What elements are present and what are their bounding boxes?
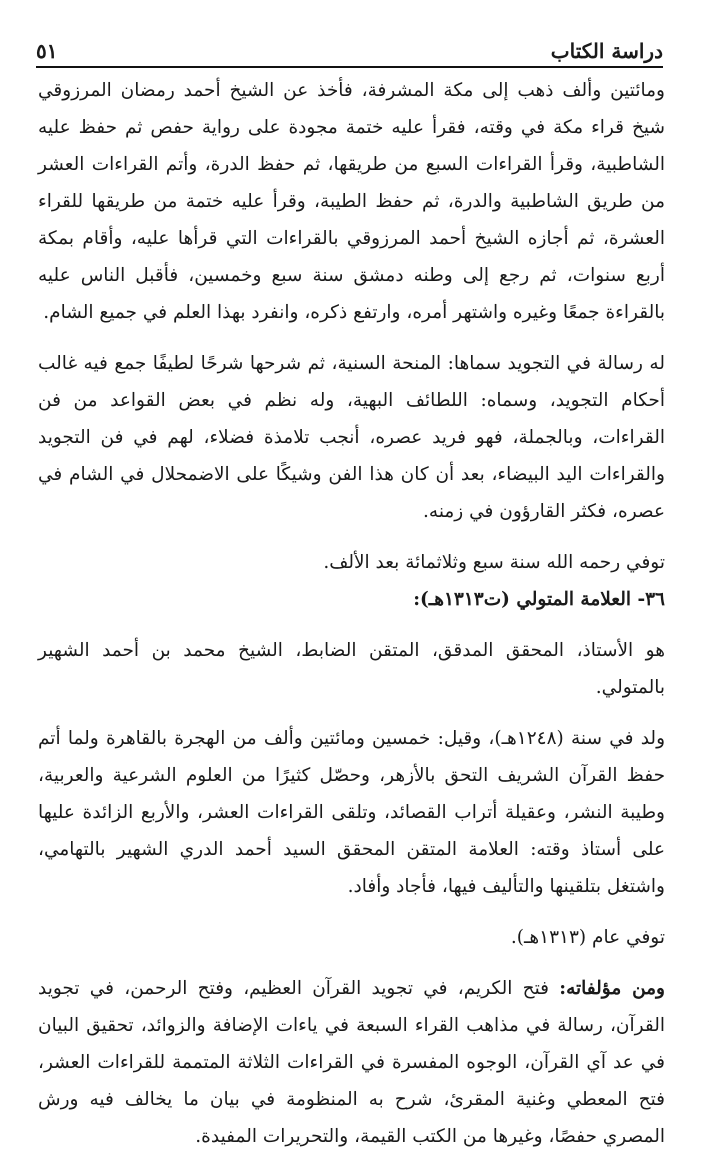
paragraph-death: توفي عام (١٣١٣هـ). xyxy=(510,927,665,948)
page-number: ٥١ xyxy=(36,39,58,63)
works-list: فتح الكريم، في تجويد القرآن العظيم، وفتح الرحمن، في تجويد القرآن، رسالة في مذاهب القراء السبعة في ياءات الإضافة والزوائد، تحقيق البيان في عد آي القرآن، الوجوه المفسرة في القراءات الثلاثة المتممة للقراءات العشر، فتح المعطي وغنية المقرئ، شرح به المنظومة في بيان ما يخالف فيه ورش المصري حفصًا، وغيرها من الكتب القيمة، والتحريرات المفيدة. xyxy=(38,978,665,1147)
section-heading: ٣٦- العلامة المتولي (ت١٣١٣هـ): xyxy=(413,589,665,610)
page-body xyxy=(38,72,665,1155)
paragraph-works-previous: له رسالة في التجويد سماها: المنحة السنية، ثم شرحها شرحًا لطيفًا جمع فيه غالب أحكام التجويد، وسماه: اللطائف البهية، وله نظم في بعض القواعد من فن القراءات، وبالجملة، فهو فريد عصره، أنجب تلامذة فضلاء، لهم في فن التجويد والقراءات اليد البيضاء، بعد أن كان هذا الفن وشيكًا على الاضمحلال في الشام في عصره، فكثر القارؤون في زمنه. xyxy=(38,353,665,522)
page-header xyxy=(36,36,663,68)
works-label: ومن مؤلفاته: xyxy=(559,978,665,999)
paragraph-birth: ولد في سنة (١٢٤٨هـ)، وقيل: خمسين ومائتين وألف من الهجرة بالقاهرة ولما أتم حفظ القرآن الشريف التحق بالأزهر، وحصّل كثيرًا من العلوم الشرعية والعربية، وطيبة النشر، وعقيلة أتراب القصائد، وتلقى القراءات العشر، والأربع الزائدة عليها على أستاذ وقته: العلامة المتقن المحقق السيد أحمد الدري الشهير بالتهامي، واشتغل بتلقينها والتأليف فيها، فأجاد وأفاد. xyxy=(38,728,665,897)
paragraph-identity: هو الأستاذ، المحقق المدقق، المتقن الضابط، الشيخ محمد بن أحمد الشهير بالمتولي. xyxy=(38,640,665,698)
paragraph-death-previous: توفي رحمه الله سنة سبع وثلاثمائة بعد الألف. xyxy=(323,552,665,573)
paragraph-biography: ومائتين وألف ذهب إلى مكة المشرفة، فأخذ عن الشيخ أحمد رمضان المرزوقي شيخ قراء مكة في وقته، فقرأ عليه ختمة مجودة على رواية حفص ثم حفظ عليه الشاطبية، وقرأ القراءات السبع من طريقها، ثم حفظ الدرة، وأتم القراءات العشر من طريق الشاطبية والدرة، ثم حفظ الطيبة، وقرأ عليه ختمة من طريقها للقراء العشرة، ثم أجازه الشيخ أحمد المرزوقي بالقراءات التي قرأها عليه، وأقام بمكة أربع سنوات، ثم رجع إلى وطنه دمشق سنة سبع وخمسين، فأقبل الناس عليه بالقراءة جمعًا وغيره واشتهر أمره، وارتفع ذكره، وانفرد بهذا العلم في جميع الشام. xyxy=(38,80,665,323)
paragraph-works xyxy=(38,970,665,1155)
running-title: دراسة الكتاب xyxy=(550,39,663,63)
